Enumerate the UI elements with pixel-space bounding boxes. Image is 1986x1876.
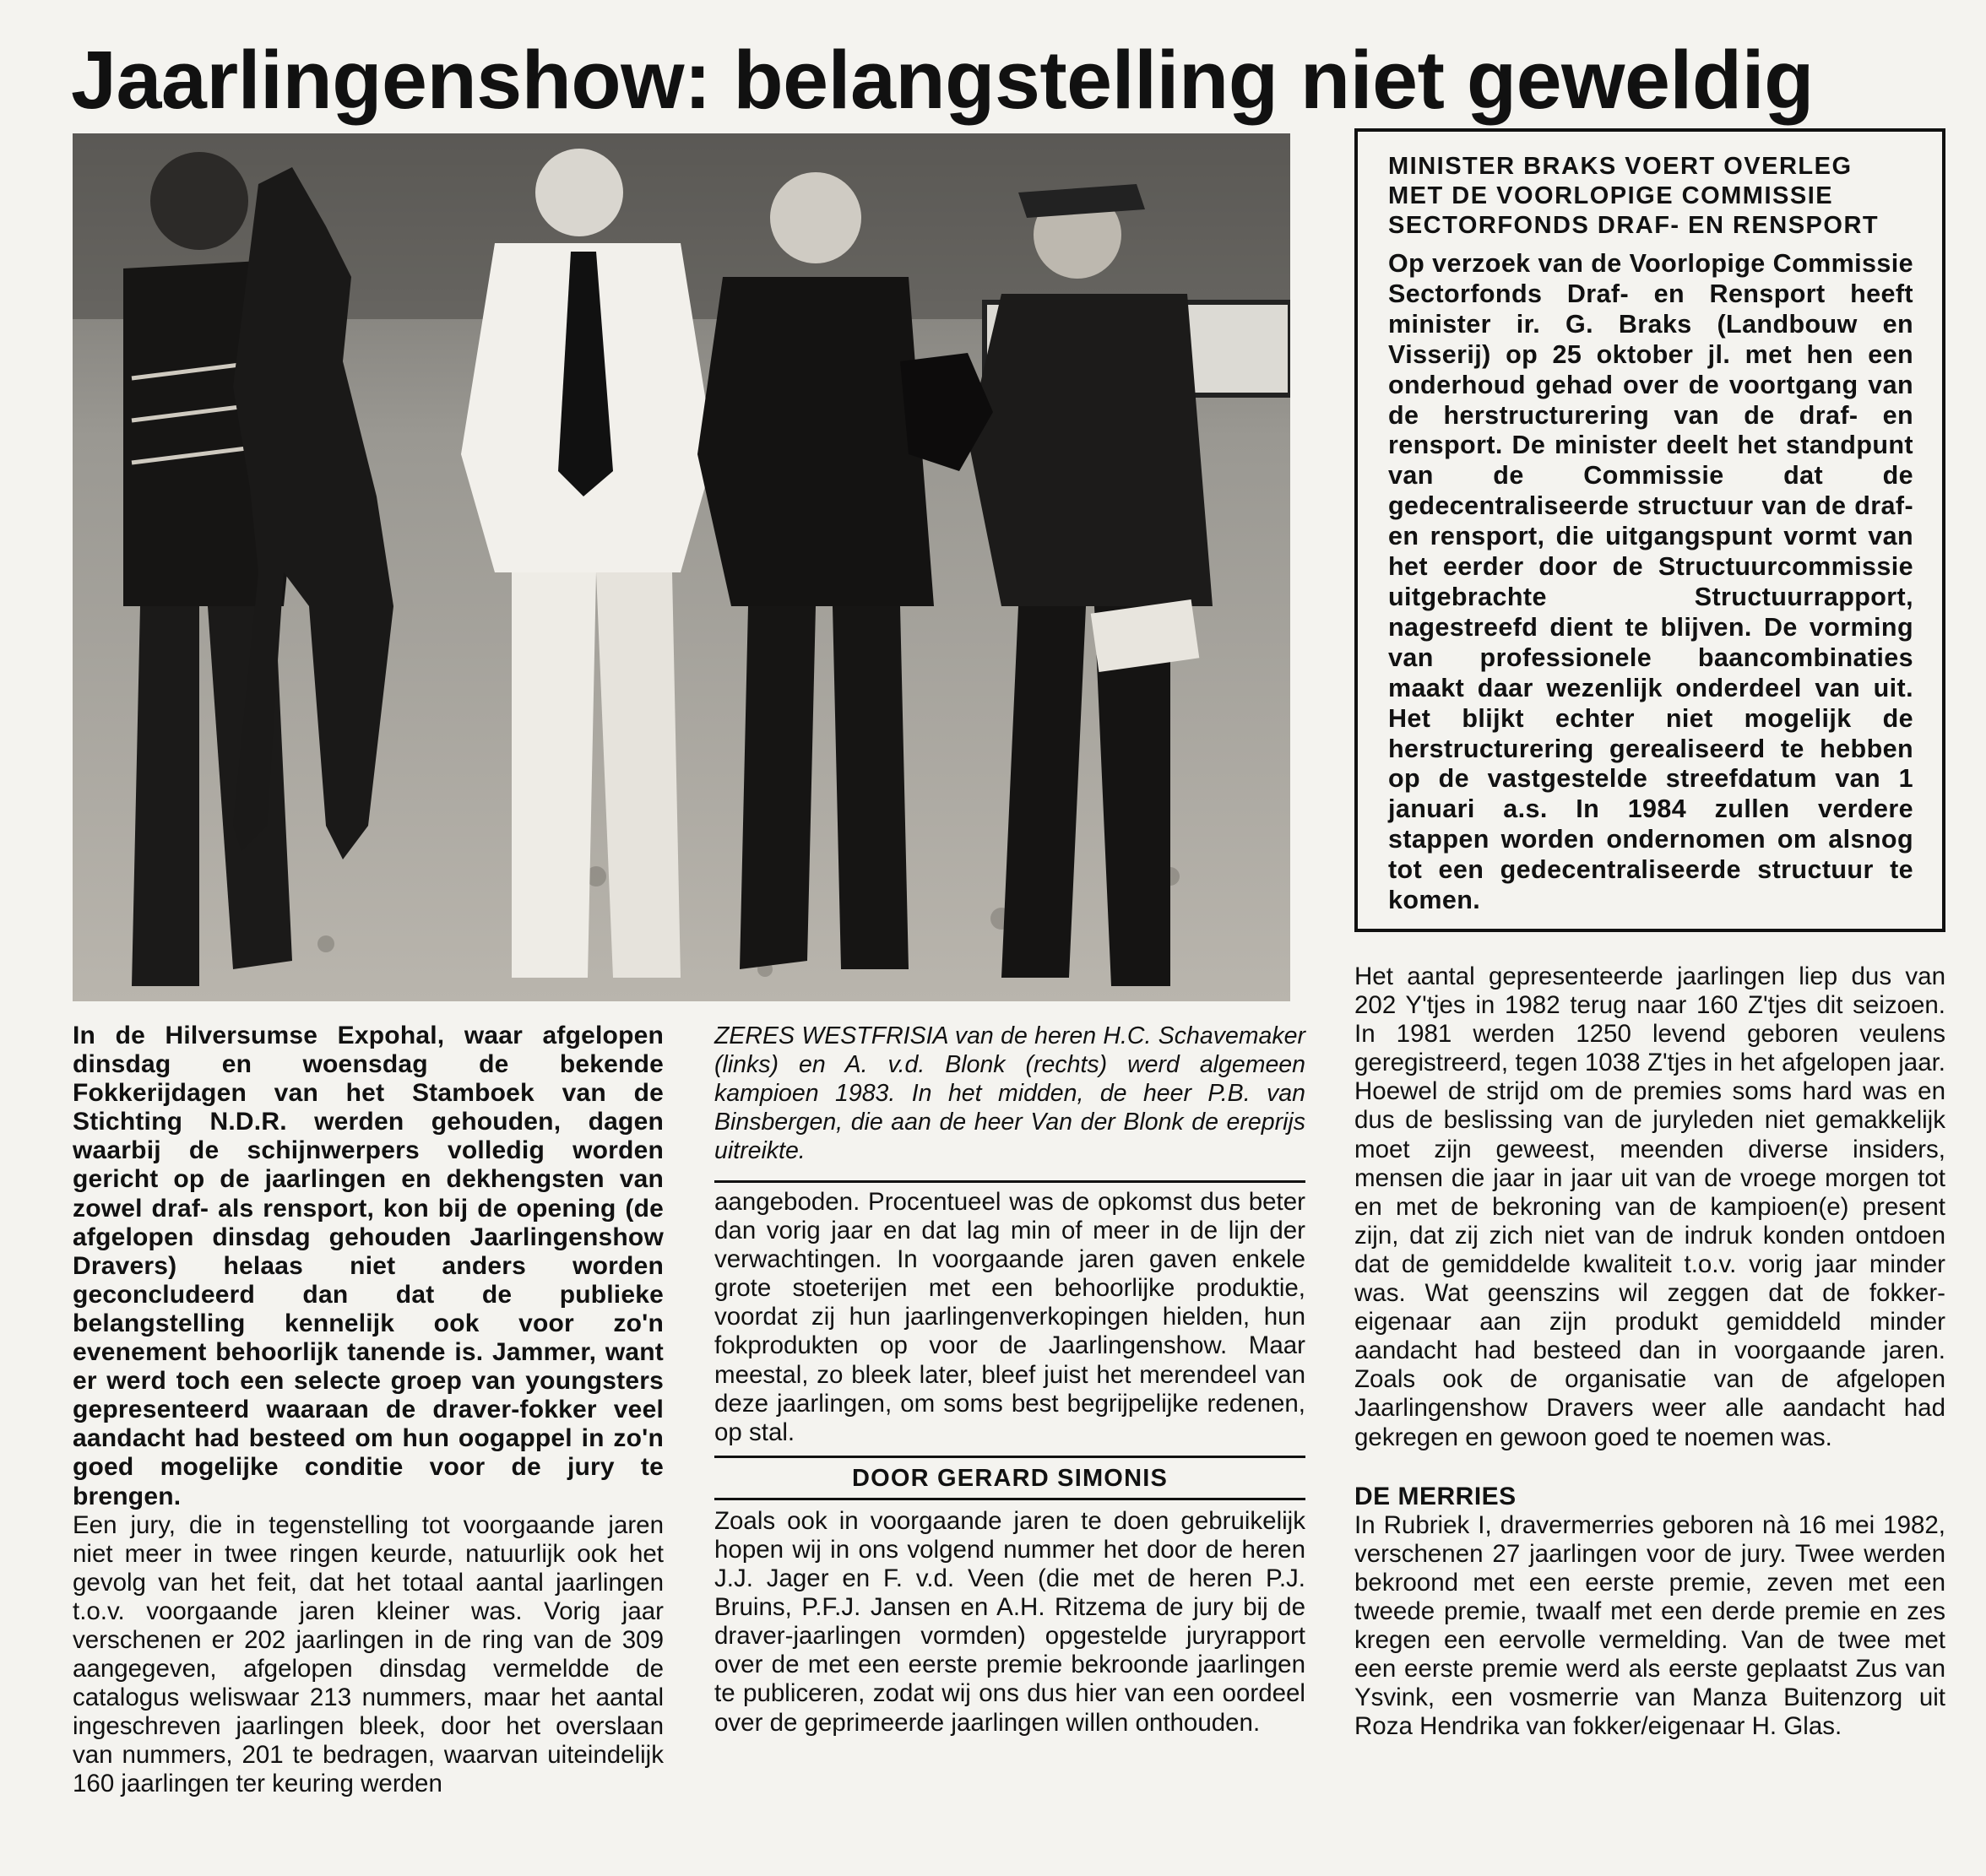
column-2 [714, 1022, 1305, 1876]
sidebar-body: Op verzoek van de Voorlopige Commissie Sectorfonds Draf- en Rensport heeft minister ir. G. Braks (Landbouw en Visserij) op 25 oktober jl. met hen een onderhoud gehad over de voortgang van de herstructurering van de draf- en rensport. De minister deelt het standpunt van de Commissie dat de gedecentraliseerde structuur van de draf- en rensport, die uitgangspunt vormt van het eerder door de Structuurcommissie uitgebrachte Structuurrapport, nagestreefd dient te blijven. De vorming van professionele baancombinaties maakt daar wezenlijk onderdeel van uit. Het blijkt echter niet mogelijk de herstructurering gerealiseerd te hebben op de vastgestelde streefdatum van 1 januari a.s. In 1984 zullen verdere stappen worden ondernomen om alsnog tot een gedecentraliseerde structuur te komen. [1388, 249, 1913, 915]
byline-rule-bottom [714, 1498, 1305, 1500]
body-paragraph-3: Zoals ook in voorgaande jaren te doen gebruikelijk hopen wij in ons volgend nummer het door de heren J.J. Jager en F. v.d. Veen (die met de heren P.J. Bruins, P.F.J. Jansen en A.H. Ritzema de jury bij de draver-jaarlingen vormden) opgestelde juryrapport over de met een eerste premie bekroonde jaarlingen te publiceren, zodat wij ons dus hier van een oordeel over de geprimeerde jaarlingen willen onthouden. [714, 1506, 1305, 1737]
photo-illustration [73, 133, 1290, 1001]
lead-paragraph: In de Hilversumse Expohal, waar afgelopen dinsdag en woensdag de bekende Fokkerijdagen van het Stamboek van de Stichting N.D.R. werden gehouden, dagen waarbij de schijnwerpers volledig worden gericht op de jaarlingen en dekhengsten van zowel draf- als rensport, kon bij de opening (de afgelopen dinsdag gehouden Jaarlingenshow Dravers) helaas niet anders worden geconcludeerd dan dat de publieke belangstelling kennelijk ook voor zo'n evenement behoorlijk tanende is. Jammer, want er werd toch een selecte groep van youngsters gepresenteerd waaraan de draver-fokker veel aandacht had besteed om hun oogappel in zo'n goed mogelijke conditie voor de jury te brengen. [73, 1022, 664, 1510]
headline: Jaarlingenshow: belangstelling niet geweldig [71, 34, 1814, 126]
body-paragraph-2: aangeboden. Procentueel was de opkomst dus beter dan vorig jaar en dat lag min of meer in de lijn der verwachtingen. In voorgaande jaren gaven enkele grote stoeterijen met een behoorlijke produktie, voordat zij hun jaarlingenverkopingen hielden, hun fokprodukten op voor de Jaarlingenshow. Maar meestal, zo bleek later, bleef juist het merendeel van deze jaarlingen, om soms best begrijpelijke redenen, op stal. [714, 1188, 1305, 1446]
news-photo [73, 133, 1290, 1001]
sidebar-title: MINISTER BRAKS VOERT OVERLEG MET DE VOORLOPIGE COMMISSIE SECTORFONDS DRAF- EN RENSPORT [1388, 153, 1880, 239]
caption-rule [714, 1180, 1305, 1183]
column-1 [73, 1022, 664, 1876]
body-paragraph-5: In Rubriek I, dravermerries geboren nà 16 mei 1982, verschenen 27 jaarlingen voor de jury. Twee werden bekroond met een eerste premie, zeven met een tweede premie, twaalf met een derde premie en zes kregen een eervolle vermelding. Van de twee met een eerste premie werd als eerste geplaatst Zus van Ysvink, een vosmerrie van Manza Buitenzorg uit Roza Hendrika van fokker/eigenaar H. Glas. [1354, 1510, 1945, 1741]
sidebar-box [1354, 128, 1945, 932]
byline: DOOR GERARD SIMONIS [851, 1464, 1169, 1492]
body-paragraph-4: Het aantal gepresenteerde jaarlingen liep dus van 202 Y'tjes in 1982 terug naar 160 Z'tjes dit seizoen. In 1981 werden 1250 levend geboren veulens geregistreerd, tegen 1038 Z'tjes in het afgelopen jaar. Hoewel de strijd om de premies soms hard was en dus de beslissing van de juryleden niet gemakkelijk moet zijn geweest, meenden diverse insiders, mensen die jaar in jaar uit van de vroege morgen tot en met de bekroning van de kampioen(e) present zijn, dat zij zich niet van de indruk konden ontdoen dat de gemiddelde kwaliteit t.o.v. vorig jaar minder was. Wat geenszins wil zeggen dat de fokker-eigenaar aan zijn produkt gemiddeld minder aandacht had besteed dan in voorgaande jaren. Zoals ook de organisatie van de afgelopen Jaarlingenshow Dravers weer alle aandacht had gekregen en gewoon goed te noemen was. [1354, 962, 1945, 1451]
photo-caption: ZERES WESTFRISIA van de heren H.C. Schavemaker (links) en A. v.d. Blonk (rechts) werd algemeen kampioen 1983. In het midden, de heer P.B. van Binsbergen, die aan de heer Van der Blonk de ereprijs uitreikte. [714, 1022, 1305, 1164]
column-3 [1354, 962, 1945, 1876]
body-paragraph-1: Een jury, die in tegenstelling tot voorgaande jaren niet meer in twee ringen keurde, natuurlijk ook het gevolg van het feit, dat het totaal aantal jaarlingen t.o.v. voorgaande jaren kleiner was. Vorig jaar verschenen er 202 jaarlingen in de ring van de 309 aangegeven, afgelopen dinsdag vermeldde de catalogus weliswaar 213 nummers, maar het aantal ingeschreven jaarlingen bleek, door het overslaan van nummers, 201 te bedragen, waarvan uiteindelijk 160 jaarlingen ter keuring werden [73, 1510, 664, 1798]
subhead-merries: DE MERRIES [1354, 1482, 1517, 1510]
